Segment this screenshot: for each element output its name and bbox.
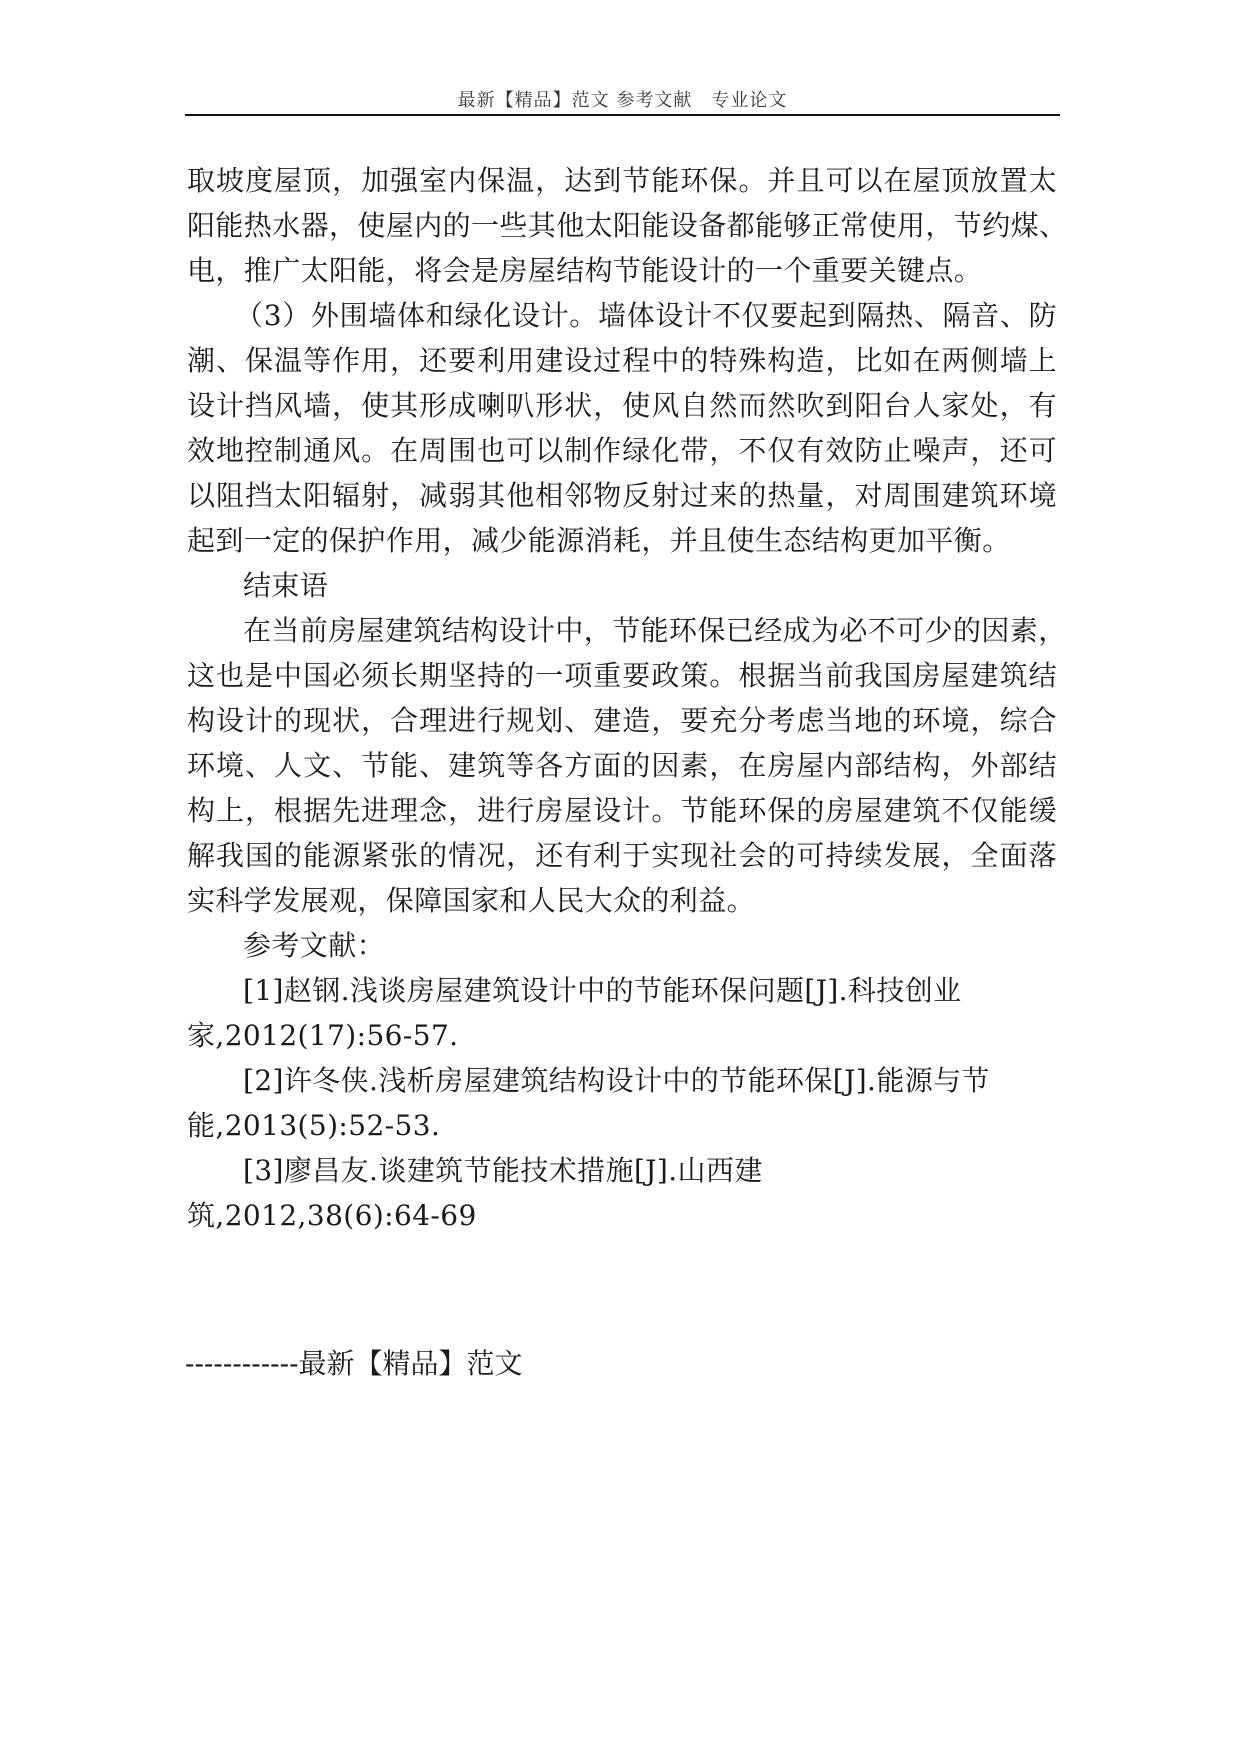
paragraph-line: 电，推广太阳能，将会是房屋结构节能设计的一个重要关键点。: [187, 254, 983, 287]
paragraph-line: 构上，根据先进理念，进行房屋设计。节能环保的房屋建筑不仅能缓: [187, 794, 1057, 827]
reference-item-cont: 家,2012(17):56-57.: [187, 1019, 459, 1052]
paragraph-line: 潮、保温等作用，还要利用建设过程中的特殊构造，比如在两侧墙上: [187, 344, 1057, 377]
reference-item: [3]廖昌友.谈建筑节能技术措施[J].山西建: [243, 1154, 763, 1187]
paragraph-line: 实科学发展观，保障国家和人民大众的利益。: [187, 884, 756, 917]
paragraph-line: 以阻挡太阳辐射，减弱其他相邻物反射过来的热量，对周围建筑环境: [187, 479, 1057, 512]
paragraph-line: 在当前房屋建筑结构设计中，节能环保已经成为必不可少的因素，: [243, 614, 1067, 647]
reference-item-cont: 筑,2012,38(6):64-69: [187, 1199, 477, 1232]
header-rule: [185, 114, 1060, 116]
reference-item: [2]许冬侠.浅析房屋建筑结构设计中的节能环保[J].能源与节: [243, 1064, 990, 1097]
page-footer: ------------最新【精品】范文: [185, 1347, 523, 1380]
paragraph-line: 这也是中国必须长期坚持的一项重要政策。根据当前我国房屋建筑结: [187, 659, 1057, 692]
paragraph-line: 效地控制通风。在周围也可以制作绿化带，不仅有效防止噪声，还可: [187, 434, 1057, 467]
references-heading: 参考文献：: [243, 929, 386, 962]
paragraph-line: 环境、人文、节能、建筑等各方面的因素，在房屋内部结构，外部结: [187, 749, 1057, 782]
reference-item: [1]赵钢.浅谈房屋建筑设计中的节能环保问题[J].科技创业: [243, 974, 962, 1007]
paragraph-line: 起到一定的保护作用，减少能源消耗，并且使生态结构更加平衡。: [187, 524, 1011, 557]
document-body: [187, 158, 1068, 1238]
paragraph-line: 解我国的能源紧张的情况，还有利于实现社会的可持续发展，全面落: [187, 839, 1057, 872]
paragraph-line: （3）外围墙体和绿化设计。墙体设计不仅要起到隔热、隔音、防: [235, 299, 1057, 332]
reference-item-cont: 能,2013(5):52-53.: [187, 1109, 441, 1142]
page-header: 最新【精品】范文 参考文献 专业论文: [457, 90, 788, 111]
section-heading: 结束语: [243, 569, 329, 602]
paragraph-line: 构设计的现状，合理进行规划、建造，要充分考虑当地的环境，综合: [187, 704, 1057, 737]
paragraph-line: 取坡度屋顶，加强室内保温，达到节能环保。并且可以在屋顶放置太: [187, 164, 1057, 197]
paragraph-line: 设计挡风墙，使其形成喇叭形状，使风自然而然吹到阳台人家处，有: [187, 389, 1057, 422]
paragraph-line: 阳能热水器，使屋内的一些其他太阳能设备都能够正常使用，节约煤、: [187, 209, 1068, 242]
